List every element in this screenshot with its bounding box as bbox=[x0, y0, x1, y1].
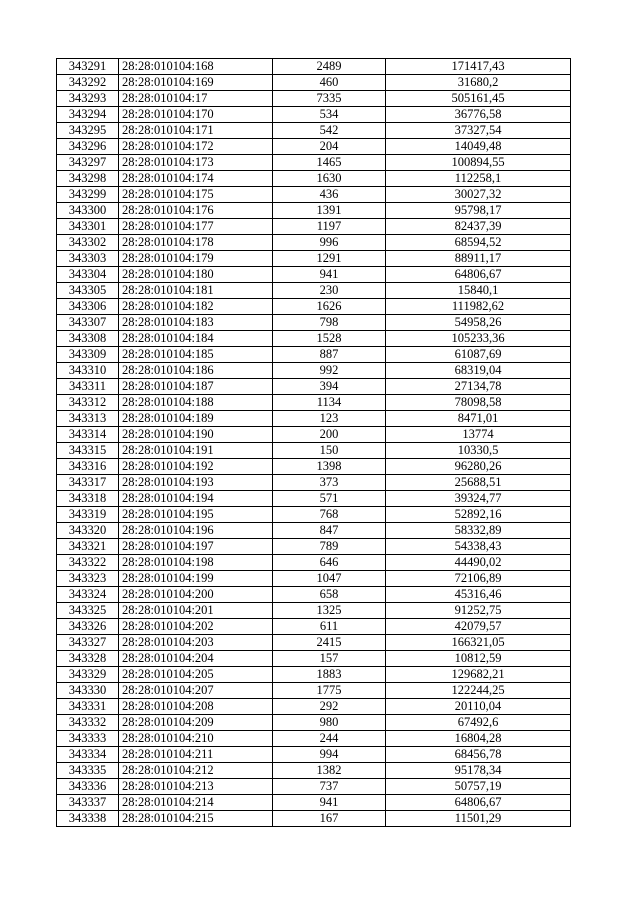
area-cell: 123 bbox=[273, 411, 386, 427]
row-id-cell: 343295 bbox=[57, 123, 119, 139]
cadastral-number-cell: 28:28:010104:177 bbox=[119, 219, 273, 235]
value-cell: 122244,25 bbox=[386, 683, 571, 699]
area-cell: 2415 bbox=[273, 635, 386, 651]
value-cell: 129682,21 bbox=[386, 667, 571, 683]
table-row bbox=[57, 459, 571, 475]
table-row bbox=[57, 651, 571, 667]
value-cell: 30027,32 bbox=[386, 187, 571, 203]
row-id-cell: 343326 bbox=[57, 619, 119, 635]
area-cell: 980 bbox=[273, 715, 386, 731]
table-row bbox=[57, 59, 571, 75]
row-id-cell: 343301 bbox=[57, 219, 119, 235]
table-row bbox=[57, 155, 571, 171]
area-cell: 292 bbox=[273, 699, 386, 715]
table-row bbox=[57, 443, 571, 459]
area-cell: 1398 bbox=[273, 459, 386, 475]
table-row bbox=[57, 667, 571, 683]
row-id-cell: 343321 bbox=[57, 539, 119, 555]
area-cell: 534 bbox=[273, 107, 386, 123]
row-id-cell: 343316 bbox=[57, 459, 119, 475]
table-row bbox=[57, 91, 571, 107]
row-id-cell: 343294 bbox=[57, 107, 119, 123]
cadastral-number-cell: 28:28:010104:181 bbox=[119, 283, 273, 299]
table-row bbox=[57, 379, 571, 395]
cadastral-number-cell: 28:28:010104:203 bbox=[119, 635, 273, 651]
table-row bbox=[57, 619, 571, 635]
area-cell: 887 bbox=[273, 347, 386, 363]
row-id-cell: 343315 bbox=[57, 443, 119, 459]
row-id-cell: 343336 bbox=[57, 779, 119, 795]
cadastral-number-cell: 28:28:010104:209 bbox=[119, 715, 273, 731]
area-cell: 2489 bbox=[273, 59, 386, 75]
value-cell: 58332,89 bbox=[386, 523, 571, 539]
value-cell: 42079,57 bbox=[386, 619, 571, 635]
value-cell: 52892,16 bbox=[386, 507, 571, 523]
value-cell: 64806,67 bbox=[386, 267, 571, 283]
table-row bbox=[57, 427, 571, 443]
cadastral-number-cell: 28:28:010104:200 bbox=[119, 587, 273, 603]
cadastral-number-cell: 28:28:010104:189 bbox=[119, 411, 273, 427]
table-row bbox=[57, 235, 571, 251]
area-cell: 1630 bbox=[273, 171, 386, 187]
area-cell: 150 bbox=[273, 443, 386, 459]
value-cell: 13774 bbox=[386, 427, 571, 443]
area-cell: 941 bbox=[273, 267, 386, 283]
table-row bbox=[57, 507, 571, 523]
row-id-cell: 343312 bbox=[57, 395, 119, 411]
area-cell: 1325 bbox=[273, 603, 386, 619]
cadastral-number-cell: 28:28:010104:176 bbox=[119, 203, 273, 219]
row-id-cell: 343307 bbox=[57, 315, 119, 331]
area-cell: 167 bbox=[273, 811, 386, 827]
row-id-cell: 343291 bbox=[57, 59, 119, 75]
value-cell: 14049,48 bbox=[386, 139, 571, 155]
row-id-cell: 343318 bbox=[57, 491, 119, 507]
cadastral-number-cell: 28:28:010104:197 bbox=[119, 539, 273, 555]
value-cell: 505161,45 bbox=[386, 91, 571, 107]
row-id-cell: 343309 bbox=[57, 347, 119, 363]
table-row bbox=[57, 475, 571, 491]
table-row bbox=[57, 411, 571, 427]
value-cell: 171417,43 bbox=[386, 59, 571, 75]
area-cell: 542 bbox=[273, 123, 386, 139]
row-id-cell: 343329 bbox=[57, 667, 119, 683]
value-cell: 20110,04 bbox=[386, 699, 571, 715]
value-cell: 25688,51 bbox=[386, 475, 571, 491]
area-cell: 768 bbox=[273, 507, 386, 523]
cadastral-number-cell: 28:28:010104:204 bbox=[119, 651, 273, 667]
cadastral-number-cell: 28:28:010104:175 bbox=[119, 187, 273, 203]
table-row bbox=[57, 75, 571, 91]
table-row bbox=[57, 347, 571, 363]
cadastral-number-cell: 28:28:010104:187 bbox=[119, 379, 273, 395]
table-row bbox=[57, 203, 571, 219]
table-row bbox=[57, 123, 571, 139]
row-id-cell: 343328 bbox=[57, 651, 119, 667]
value-cell: 39324,77 bbox=[386, 491, 571, 507]
area-cell: 994 bbox=[273, 747, 386, 763]
value-cell: 68319,04 bbox=[386, 363, 571, 379]
table-row bbox=[57, 187, 571, 203]
row-id-cell: 343317 bbox=[57, 475, 119, 491]
table-row bbox=[57, 331, 571, 347]
cadastral-number-cell: 28:28:010104:215 bbox=[119, 811, 273, 827]
value-cell: 54338,43 bbox=[386, 539, 571, 555]
area-cell: 646 bbox=[273, 555, 386, 571]
table-row bbox=[57, 603, 571, 619]
cadastral-number-cell: 28:28:010104:205 bbox=[119, 667, 273, 683]
row-id-cell: 343333 bbox=[57, 731, 119, 747]
table-row bbox=[57, 171, 571, 187]
value-cell: 61087,69 bbox=[386, 347, 571, 363]
row-id-cell: 343332 bbox=[57, 715, 119, 731]
value-cell: 50757,19 bbox=[386, 779, 571, 795]
table-row bbox=[57, 779, 571, 795]
area-cell: 157 bbox=[273, 651, 386, 667]
row-id-cell: 343324 bbox=[57, 587, 119, 603]
table-row bbox=[57, 539, 571, 555]
table-row bbox=[57, 491, 571, 507]
value-cell: 11501,29 bbox=[386, 811, 571, 827]
value-cell: 111982,62 bbox=[386, 299, 571, 315]
row-id-cell: 343314 bbox=[57, 427, 119, 443]
row-id-cell: 343331 bbox=[57, 699, 119, 715]
cadastral-number-cell: 28:28:010104:192 bbox=[119, 459, 273, 475]
area-cell: 1197 bbox=[273, 219, 386, 235]
table-row bbox=[57, 219, 571, 235]
value-cell: 27134,78 bbox=[386, 379, 571, 395]
cadastral-number-cell: 28:28:010104:185 bbox=[119, 347, 273, 363]
cadastral-number-cell: 28:28:010104:211 bbox=[119, 747, 273, 763]
row-id-cell: 343292 bbox=[57, 75, 119, 91]
value-cell: 67492,6 bbox=[386, 715, 571, 731]
table-row bbox=[57, 683, 571, 699]
cadastral-number-cell: 28:28:010104:171 bbox=[119, 123, 273, 139]
table-row bbox=[57, 299, 571, 315]
table-row bbox=[57, 251, 571, 267]
value-cell: 78098,58 bbox=[386, 395, 571, 411]
area-cell: 1626 bbox=[273, 299, 386, 315]
row-id-cell: 343300 bbox=[57, 203, 119, 219]
area-cell: 737 bbox=[273, 779, 386, 795]
cadastral-number-cell: 28:28:010104:213 bbox=[119, 779, 273, 795]
area-cell: 204 bbox=[273, 139, 386, 155]
table-row bbox=[57, 315, 571, 331]
cadastral-number-cell: 28:28:010104:179 bbox=[119, 251, 273, 267]
row-id-cell: 343296 bbox=[57, 139, 119, 155]
cadastral-number-cell: 28:28:010104:194 bbox=[119, 491, 273, 507]
cadastral-number-cell: 28:28:010104:207 bbox=[119, 683, 273, 699]
area-cell: 992 bbox=[273, 363, 386, 379]
area-cell: 1134 bbox=[273, 395, 386, 411]
table-row bbox=[57, 523, 571, 539]
table-row bbox=[57, 363, 571, 379]
table-row bbox=[57, 811, 571, 827]
table-row bbox=[57, 715, 571, 731]
cadastral-number-cell: 28:28:010104:180 bbox=[119, 267, 273, 283]
area-cell: 373 bbox=[273, 475, 386, 491]
cadastral-number-cell: 28:28:010104:170 bbox=[119, 107, 273, 123]
table-row bbox=[57, 139, 571, 155]
value-cell: 105233,36 bbox=[386, 331, 571, 347]
cadastral-number-cell: 28:28:010104:182 bbox=[119, 299, 273, 315]
area-cell: 1528 bbox=[273, 331, 386, 347]
row-id-cell: 343311 bbox=[57, 379, 119, 395]
area-cell: 1465 bbox=[273, 155, 386, 171]
cadastral-number-cell: 28:28:010104:191 bbox=[119, 443, 273, 459]
row-id-cell: 343306 bbox=[57, 299, 119, 315]
area-cell: 1291 bbox=[273, 251, 386, 267]
table-row bbox=[57, 283, 571, 299]
value-cell: 45316,46 bbox=[386, 587, 571, 603]
area-cell: 1382 bbox=[273, 763, 386, 779]
area-cell: 200 bbox=[273, 427, 386, 443]
area-cell: 7335 bbox=[273, 91, 386, 107]
area-cell: 571 bbox=[273, 491, 386, 507]
value-cell: 88911,17 bbox=[386, 251, 571, 267]
table-row bbox=[57, 395, 571, 411]
cadastral-number-cell: 28:28:010104:193 bbox=[119, 475, 273, 491]
table-row bbox=[57, 747, 571, 763]
value-cell: 8471,01 bbox=[386, 411, 571, 427]
value-cell: 37327,54 bbox=[386, 123, 571, 139]
row-id-cell: 343308 bbox=[57, 331, 119, 347]
row-id-cell: 343338 bbox=[57, 811, 119, 827]
row-id-cell: 343303 bbox=[57, 251, 119, 267]
area-cell: 230 bbox=[273, 283, 386, 299]
cadastral-number-cell: 28:28:010104:199 bbox=[119, 571, 273, 587]
row-id-cell: 343335 bbox=[57, 763, 119, 779]
row-id-cell: 343302 bbox=[57, 235, 119, 251]
area-cell: 611 bbox=[273, 619, 386, 635]
cadastral-number-cell: 28:28:010104:208 bbox=[119, 699, 273, 715]
cadastral-number-cell: 28:28:010104:188 bbox=[119, 395, 273, 411]
table-row bbox=[57, 699, 571, 715]
value-cell: 95798,17 bbox=[386, 203, 571, 219]
table-row bbox=[57, 763, 571, 779]
area-cell: 460 bbox=[273, 75, 386, 91]
cadastral-number-cell: 28:28:010104:214 bbox=[119, 795, 273, 811]
area-cell: 1883 bbox=[273, 667, 386, 683]
area-cell: 1775 bbox=[273, 683, 386, 699]
cadastral-number-cell: 28:28:010104:190 bbox=[119, 427, 273, 443]
area-cell: 798 bbox=[273, 315, 386, 331]
value-cell: 68594,52 bbox=[386, 235, 571, 251]
area-cell: 436 bbox=[273, 187, 386, 203]
cadastral-number-cell: 28:28:010104:173 bbox=[119, 155, 273, 171]
cadastral-number-cell: 28:28:010104:195 bbox=[119, 507, 273, 523]
cadastral-number-cell: 28:28:010104:168 bbox=[119, 59, 273, 75]
value-cell: 16804,28 bbox=[386, 731, 571, 747]
area-cell: 394 bbox=[273, 379, 386, 395]
row-id-cell: 343319 bbox=[57, 507, 119, 523]
cadastral-number-cell: 28:28:010104:201 bbox=[119, 603, 273, 619]
cadastral-number-cell: 28:28:010104:198 bbox=[119, 555, 273, 571]
value-cell: 68456,78 bbox=[386, 747, 571, 763]
cadastral-number-cell: 28:28:010104:184 bbox=[119, 331, 273, 347]
row-id-cell: 343320 bbox=[57, 523, 119, 539]
table-row bbox=[57, 731, 571, 747]
area-cell: 1391 bbox=[273, 203, 386, 219]
row-id-cell: 343330 bbox=[57, 683, 119, 699]
cadastral-number-cell: 28:28:010104:169 bbox=[119, 75, 273, 91]
cadastral-number-cell: 28:28:010104:212 bbox=[119, 763, 273, 779]
row-id-cell: 343323 bbox=[57, 571, 119, 587]
cadastral-number-cell: 28:28:010104:210 bbox=[119, 731, 273, 747]
table-row bbox=[57, 555, 571, 571]
row-id-cell: 343299 bbox=[57, 187, 119, 203]
table-row bbox=[57, 635, 571, 651]
row-id-cell: 343313 bbox=[57, 411, 119, 427]
row-id-cell: 343304 bbox=[57, 267, 119, 283]
row-id-cell: 343322 bbox=[57, 555, 119, 571]
table-row bbox=[57, 267, 571, 283]
table-row bbox=[57, 107, 571, 123]
value-cell: 36776,58 bbox=[386, 107, 571, 123]
table-body bbox=[57, 59, 571, 827]
value-cell: 72106,89 bbox=[386, 571, 571, 587]
area-cell: 941 bbox=[273, 795, 386, 811]
value-cell: 82437,39 bbox=[386, 219, 571, 235]
cadastral-number-cell: 28:28:010104:178 bbox=[119, 235, 273, 251]
area-cell: 847 bbox=[273, 523, 386, 539]
value-cell: 112258,1 bbox=[386, 171, 571, 187]
value-cell: 44490,02 bbox=[386, 555, 571, 571]
value-cell: 10330,5 bbox=[386, 443, 571, 459]
area-cell: 996 bbox=[273, 235, 386, 251]
row-id-cell: 343293 bbox=[57, 91, 119, 107]
table-row bbox=[57, 795, 571, 811]
value-cell: 10812,59 bbox=[386, 651, 571, 667]
cadastral-number-cell: 28:28:010104:196 bbox=[119, 523, 273, 539]
area-cell: 789 bbox=[273, 539, 386, 555]
area-cell: 658 bbox=[273, 587, 386, 603]
cadastral-number-cell: 28:28:010104:172 bbox=[119, 139, 273, 155]
cadastral-number-cell: 28:28:010104:17 bbox=[119, 91, 273, 107]
row-id-cell: 343325 bbox=[57, 603, 119, 619]
value-cell: 15840,1 bbox=[386, 283, 571, 299]
value-cell: 166321,05 bbox=[386, 635, 571, 651]
row-id-cell: 343305 bbox=[57, 283, 119, 299]
table-row bbox=[57, 571, 571, 587]
value-cell: 31680,2 bbox=[386, 75, 571, 91]
cadastral-table bbox=[56, 58, 571, 827]
row-id-cell: 343298 bbox=[57, 171, 119, 187]
cadastral-number-cell: 28:28:010104:186 bbox=[119, 363, 273, 379]
value-cell: 54958,26 bbox=[386, 315, 571, 331]
value-cell: 95178,34 bbox=[386, 763, 571, 779]
row-id-cell: 343327 bbox=[57, 635, 119, 651]
area-cell: 244 bbox=[273, 731, 386, 747]
row-id-cell: 343334 bbox=[57, 747, 119, 763]
cadastral-number-cell: 28:28:010104:202 bbox=[119, 619, 273, 635]
value-cell: 91252,75 bbox=[386, 603, 571, 619]
row-id-cell: 343310 bbox=[57, 363, 119, 379]
row-id-cell: 343297 bbox=[57, 155, 119, 171]
cadastral-number-cell: 28:28:010104:174 bbox=[119, 171, 273, 187]
table-row bbox=[57, 587, 571, 603]
row-id-cell: 343337 bbox=[57, 795, 119, 811]
value-cell: 96280,26 bbox=[386, 459, 571, 475]
value-cell: 64806,67 bbox=[386, 795, 571, 811]
area-cell: 1047 bbox=[273, 571, 386, 587]
cadastral-number-cell: 28:28:010104:183 bbox=[119, 315, 273, 331]
value-cell: 100894,55 bbox=[386, 155, 571, 171]
